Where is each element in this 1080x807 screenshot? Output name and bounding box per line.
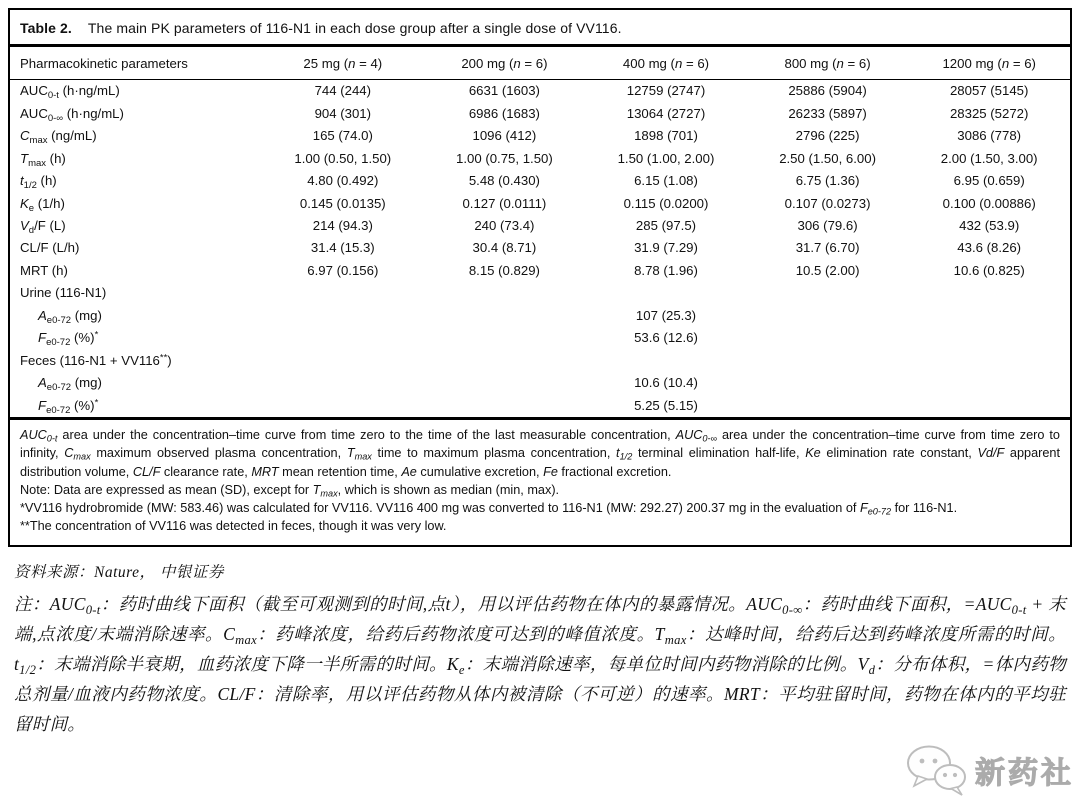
cell-value: 0.145 (0.0135) [299,195,386,211]
table-row [10,170,1070,192]
column-header-dose: 1200 mg (n = 6) [908,47,1070,80]
cell-value: 10.5 (2.00) [795,262,860,278]
row-label: $F_{e0-72}$ (%)* [38,397,99,416]
cell-value [908,327,1070,349]
cell-value [908,305,1070,327]
cell-value: 0.100 (0.00886) [942,195,1036,211]
footnote-asterisk: *VV116 hydrobromide (MW: 583.46) was calculated for VV116. VV116 400 mg was converted to 116-N1 (MW: 292.27) 200.37 mg in the evaluation of $F_{e0-72}$ for 116-N1. [20,501,958,517]
wechat-icon [905,741,969,799]
cell-value [585,282,747,304]
pk-table [10,47,1070,417]
cell-value [747,327,909,349]
pk-table-frame [8,8,1072,547]
cell-value: 1.00 (0.75, 1.50) [456,150,553,166]
row-label: $K_e$ (1/h) [20,195,65,214]
watermark [905,741,1074,799]
cell-value [908,282,1070,304]
cell-value: 1.00 (0.50, 1.50) [294,150,392,166]
cell-value: 43.6 (8.26) [957,240,1022,256]
cell-value: 2.50 (1.50, 6.00) [779,150,876,166]
cell-value: 2796 (225) [795,128,860,144]
cell-value: 6.95 (0.659) [953,173,1025,189]
cell-value: 6.15 (1.08) [634,173,698,189]
cell-value: 1898 (701) [634,128,698,144]
cell-value: 10.6 (0.825) [953,262,1025,278]
table-row [10,327,1070,349]
cell-value: 1096 (412) [472,128,537,144]
cell-value: 165 (74.0) [312,128,373,144]
row-label: $A_{e0-72}$ (mg) [38,307,102,326]
cell-value: 214 (94.3) [312,218,373,233]
footnote-double-asterisk: **The concentration of VV116 was detected in feces, though it was very low. [20,519,447,534]
cell-value: 306 (79.6) [797,218,858,233]
table-header-row [10,47,1070,80]
cell-value: 904 (301) [314,105,372,121]
cell-value [424,327,586,349]
cell-value: 13064 (2727) [626,105,706,121]
column-header-dose: 800 mg (n = 6) [747,47,909,80]
cell-value: 3086 (778) [957,128,1022,144]
watermark-text: 新药社 [975,757,1074,790]
cell-value [747,305,909,327]
section-row [10,350,1070,372]
cell-value [424,282,586,304]
cell-value: 8.15 (0.829) [468,262,540,278]
table-row [10,125,1070,147]
cell-value: 2.00 (1.50, 3.00) [940,150,1038,166]
row-label: $A_{e0-72}$ (mg) [38,375,102,394]
row-label: Urine (116-N1) [20,285,107,301]
cell-value: 12759 (2747) [626,83,706,99]
row-label: MRT (h) [20,262,68,278]
cell-value [262,372,424,394]
cell-value [262,327,424,349]
cell-value: 31.4 (15.3) [310,240,375,256]
row-label: CL/F (L/h) [20,240,80,256]
cell-value: 0.127 (0.0111) [462,195,547,211]
cell-value [424,350,586,372]
row-label: $V_d/F$ (L) [20,218,66,236]
cell-value: 8.78 (1.96) [634,262,698,278]
row-label: $AUC_{0-t}$ (h·ng/mL) [20,83,120,102]
report-page [0,8,1080,790]
column-header-parameters: Pharmacokinetic parameters [10,47,262,80]
cell-value [747,350,909,372]
cell-value: 1.50 (1.00, 2.00) [617,150,715,166]
cell-value [262,395,424,417]
cell-value: 0.107 (0.0273) [784,195,871,211]
cell-value: 30.4 (8.71) [472,240,537,256]
cell-value: 6.75 (1.36) [795,173,860,189]
cell-value: 53.6 (12.6) [634,330,698,346]
cell-value [747,372,909,394]
cell-value [424,305,586,327]
cell-value [424,372,586,394]
cell-value: 4.80 (0.492) [307,173,379,189]
cell-value [908,395,1070,417]
cell-value [747,282,909,304]
table-row [10,215,1070,237]
table-row [10,305,1070,327]
table-row [10,260,1070,282]
footnote-definitions: $AUC_{0-t}$ area under the concentration–time curve from time zero to the time of the last measurable concentration, $AUC_{0-\infty}$ area under the concentration–time curve from time zero to infinity, $C_{max}$ maximum observed plasma concentration, $T_{max}$ time to maximum plasma concentration, $t_{1/2}$ terminal elimination half-life, Ke elimination rate constant, Vd/F apparent distribution volume, CL/F clearance rate, MRT mean retention time, Ae cumulative excretion, Fe fractional excretion. [20,428,1060,479]
cell-value [262,350,424,372]
cell-value: 0.115 (0.0200) [623,195,709,211]
cell-value: 5.25 (5.15) [634,397,698,413]
cell-value: 26233 (5897) [788,105,867,121]
row-label: $AUC_{0-\infty}$ (h·ng/mL) [20,105,124,124]
section-row [10,282,1070,304]
table-row [10,192,1070,214]
table-title-text: The main PK parameters of 116-N1 in each dose group after a single dose of VV116. [87,20,622,36]
cell-value [585,350,747,372]
cell-value: 285 (97.5) [635,218,697,233]
cell-value [908,372,1070,394]
cell-value: 6631 (1603) [468,83,540,99]
table-row [10,147,1070,169]
note-paragraph: 注：$AUC_{0-t}$：药时曲线下面积（截至可观测到的时间,点t），用以评估药物在体内的暴露情况。$AUC_{0-\infty}$：药时曲线下面积，$=AUC_{0-t}$ + 末端,点浓度/末端消除速率。$C_{max}$：药峰浓度，给药后药物浓度可达到的峰值浓度。$T_{max}$：达峰时间，给药后达到药峰浓度所需的时间。$t_{1/2}$：末端消除半衰期，血药浓度下降一半所需的时间。$K_e$：末端消除速率，每单位时间内药物消除的比例。$V_d$：分布体积，=体内药物总剂量/血液内药物浓度。CL/F：清除率，用以评估药物从体内被清除（不可逆）的速率。MRT：平均驻留时间，药物在体内的平均驻留时间。 [14,593,1067,734]
table-row [10,102,1070,124]
column-header-dose: 200 mg (n = 6) [424,47,586,80]
column-header-dose: 400 mg (n = 6) [585,47,747,80]
cell-value: 5.48 (0.430) [468,173,540,189]
cell-value: 6986 (1683) [468,105,540,121]
cell-value: 744 (244) [314,83,372,99]
cell-value [908,350,1070,372]
table-title-label: Table 2. [20,20,72,36]
cell-value: 107 (25.3) [635,307,697,323]
cell-value: 240 (73.4) [474,218,535,233]
table-header [10,47,1070,80]
row-label: $C_{max}$ (ng/mL) [20,128,97,146]
source-line: 资料来源：Nature， 中银证券 [14,563,224,581]
cell-value: 28325 (5272) [949,105,1029,121]
row-label: $F_{e0-72}$ (%)* [38,329,99,349]
row-label: $t_{1/2}$ (h) [20,173,57,191]
table-row [10,80,1070,103]
cell-value: 31.7 (6.70) [795,240,860,256]
cell-value: 31.9 (7.29) [634,240,698,256]
cell-value: 10.6 (10.4) [634,375,698,391]
footnote-note: Note: Data are expressed as mean (SD), except for $T_{max}$, which is shown as median (min, max). [20,482,560,499]
column-header-dose: 25 mg (n = 4) [262,47,424,80]
table-footnotes [10,420,1070,545]
cell-value: 432 (53.9) [959,218,1020,233]
row-label: Feces (116-N1 + VV116**) [20,352,172,368]
cell-value [262,282,424,304]
cell-value: 25886 (5904) [788,83,867,99]
cell-value: 28057 (5145) [949,83,1029,99]
table-title [10,10,1070,47]
cell-value [424,395,586,417]
cell-value [747,395,909,417]
cell-value: 6.97 (0.156) [307,262,379,278]
row-label: $T_{max}$ (h) [20,150,66,169]
table-row [10,372,1070,394]
table-row [10,237,1070,259]
table-row [10,395,1070,417]
cell-value [262,305,424,327]
